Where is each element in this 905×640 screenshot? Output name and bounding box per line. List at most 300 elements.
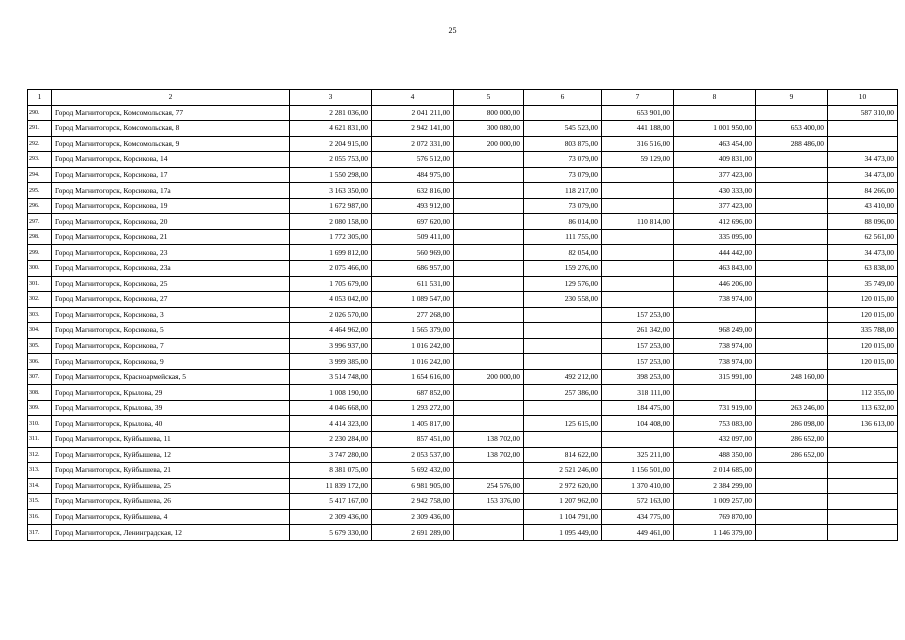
value-cell: 5 417 167,00 xyxy=(290,494,372,510)
row-number-cell: 309. xyxy=(28,400,52,416)
value-cell: 463 454,00 xyxy=(674,136,756,152)
value-cell: 611 531,00 xyxy=(372,276,454,292)
value-cell: 2 041 211,00 xyxy=(372,105,454,121)
address-cell: Город Магнитогорск, Корсикова, 5 xyxy=(52,323,290,339)
value-cell xyxy=(674,307,756,323)
value-cell xyxy=(828,121,898,137)
value-cell: 492 212,00 xyxy=(524,369,602,385)
value-cell: 157 253,00 xyxy=(602,354,674,370)
value-cell: 3 747 280,00 xyxy=(290,447,372,463)
row-number-cell: 298. xyxy=(28,229,52,245)
value-cell xyxy=(602,245,674,261)
address-cell: Город Магнитогорск, Куйбышева, 11 xyxy=(52,432,290,448)
value-cell xyxy=(828,432,898,448)
column-header: 10 xyxy=(828,90,898,106)
value-cell: 430 333,00 xyxy=(674,183,756,199)
row-number-cell: 295. xyxy=(28,183,52,199)
value-cell xyxy=(756,509,828,525)
value-cell: 814 622,00 xyxy=(524,447,602,463)
value-cell: 43 410,00 xyxy=(828,198,898,214)
value-cell xyxy=(602,229,674,245)
row-number-cell: 297. xyxy=(28,214,52,230)
value-cell: 248 160,00 xyxy=(756,369,828,385)
value-cell xyxy=(828,369,898,385)
value-cell xyxy=(524,105,602,121)
table-row xyxy=(28,478,898,494)
header-row xyxy=(28,90,898,106)
value-cell: 159 276,00 xyxy=(524,261,602,277)
address-cell: Город Магнитогорск, Корсикова, 3 xyxy=(52,307,290,323)
value-cell: 3 514 748,00 xyxy=(290,369,372,385)
value-cell xyxy=(828,478,898,494)
value-cell: 803 875,00 xyxy=(524,136,602,152)
value-cell xyxy=(454,323,524,339)
value-cell: 277 268,00 xyxy=(372,307,454,323)
value-cell xyxy=(454,183,524,199)
value-cell: 153 376,00 xyxy=(454,494,524,510)
value-cell: 1 001 950,00 xyxy=(674,121,756,137)
value-cell: 653 400,00 xyxy=(756,121,828,137)
value-cell: 2 055 753,00 xyxy=(290,152,372,168)
row-number-cell: 299. xyxy=(28,245,52,261)
value-cell: 1 370 410,00 xyxy=(602,478,674,494)
row-number-cell: 292. xyxy=(28,136,52,152)
value-cell: 2 072 331,00 xyxy=(372,136,454,152)
value-cell: 1 016 242,00 xyxy=(372,354,454,370)
value-cell: 2 309 436,00 xyxy=(372,509,454,525)
value-cell: 632 816,00 xyxy=(372,183,454,199)
table-row xyxy=(28,152,898,168)
value-cell xyxy=(756,152,828,168)
table-body xyxy=(28,105,898,540)
value-cell xyxy=(828,463,898,479)
table-row xyxy=(28,354,898,370)
value-cell xyxy=(524,307,602,323)
row-number-cell: 301. xyxy=(28,276,52,292)
value-cell: 587 310,00 xyxy=(828,105,898,121)
value-cell xyxy=(454,152,524,168)
value-cell: 738 974,00 xyxy=(674,354,756,370)
address-cell: Город Магнитогорск, Корсикова, 20 xyxy=(52,214,290,230)
table-row xyxy=(28,416,898,432)
value-cell: 110 814,00 xyxy=(602,214,674,230)
table-row xyxy=(28,292,898,308)
row-number-cell: 303. xyxy=(28,307,52,323)
value-cell: 409 831,00 xyxy=(674,152,756,168)
address-cell: Город Магнитогорск, Корсикова, 25 xyxy=(52,276,290,292)
value-cell: 1 550 298,00 xyxy=(290,167,372,183)
table-row xyxy=(28,338,898,354)
value-cell xyxy=(524,400,602,416)
value-cell xyxy=(454,525,524,541)
value-cell: 63 838,00 xyxy=(828,261,898,277)
value-cell xyxy=(602,292,674,308)
value-cell: 254 576,00 xyxy=(454,478,524,494)
value-cell: 157 253,00 xyxy=(602,338,674,354)
table-row xyxy=(28,323,898,339)
table-row xyxy=(28,463,898,479)
value-cell xyxy=(756,338,828,354)
value-cell xyxy=(756,198,828,214)
value-cell: 104 408,00 xyxy=(602,416,674,432)
value-cell: 1 672 987,00 xyxy=(290,198,372,214)
value-cell: 5 679 330,00 xyxy=(290,525,372,541)
value-cell: 1 699 812,00 xyxy=(290,245,372,261)
address-cell: Город Магнитогорск, Комсомольская, 77 xyxy=(52,105,290,121)
value-cell: 1 016 242,00 xyxy=(372,338,454,354)
value-cell xyxy=(454,198,524,214)
value-cell xyxy=(756,167,828,183)
value-cell xyxy=(454,307,524,323)
column-header: 3 xyxy=(290,90,372,106)
value-cell: 5 692 432,00 xyxy=(372,463,454,479)
value-cell: 257 386,00 xyxy=(524,385,602,401)
column-header: 8 xyxy=(674,90,756,106)
value-cell xyxy=(454,338,524,354)
value-cell: 6 981 905,00 xyxy=(372,478,454,494)
value-cell xyxy=(524,432,602,448)
address-cell: Город Магнитогорск, Корсикова, 17 xyxy=(52,167,290,183)
address-cell: Город Магнитогорск, Корсикова, 23 xyxy=(52,245,290,261)
value-cell: 731 919,00 xyxy=(674,400,756,416)
value-cell: 125 615,00 xyxy=(524,416,602,432)
value-cell xyxy=(756,105,828,121)
value-cell xyxy=(524,354,602,370)
address-cell: Город Магнитогорск, Куйбышева, 21 xyxy=(52,463,290,479)
column-header: 5 xyxy=(454,90,524,106)
column-header: 9 xyxy=(756,90,828,106)
table-row xyxy=(28,385,898,401)
value-cell: 412 696,00 xyxy=(674,214,756,230)
value-cell: 2 053 537,00 xyxy=(372,447,454,463)
row-number-cell: 307. xyxy=(28,369,52,385)
value-cell: 82 054,00 xyxy=(524,245,602,261)
value-cell xyxy=(454,167,524,183)
value-cell xyxy=(828,494,898,510)
value-cell: 315 991,00 xyxy=(674,369,756,385)
value-cell: 4 053 042,00 xyxy=(290,292,372,308)
value-cell: 2 691 289,00 xyxy=(372,525,454,541)
value-cell xyxy=(454,509,524,525)
value-cell: 11 839 172,00 xyxy=(290,478,372,494)
value-cell: 449 461,00 xyxy=(602,525,674,541)
address-cell: Город Магнитогорск, Крылова, 29 xyxy=(52,385,290,401)
value-cell: 300 080,00 xyxy=(454,121,524,137)
table-row xyxy=(28,245,898,261)
row-number-cell: 312. xyxy=(28,447,52,463)
value-cell: 560 969,00 xyxy=(372,245,454,261)
value-cell: 2 204 915,00 xyxy=(290,136,372,152)
value-cell: 753 083,00 xyxy=(674,416,756,432)
value-cell xyxy=(454,354,524,370)
address-cell: Город Магнитогорск, Куйбышева, 26 xyxy=(52,494,290,510)
value-cell xyxy=(828,136,898,152)
address-cell: Город Магнитогорск, Комсомольская, 8 xyxy=(52,121,290,137)
value-cell: 432 097,00 xyxy=(674,432,756,448)
row-number-cell: 291. xyxy=(28,121,52,137)
table-row xyxy=(28,261,898,277)
value-cell xyxy=(756,292,828,308)
value-cell xyxy=(756,276,828,292)
value-cell: 35 749,00 xyxy=(828,276,898,292)
column-header: 4 xyxy=(372,90,454,106)
value-cell: 488 350,00 xyxy=(674,447,756,463)
value-cell: 686 957,00 xyxy=(372,261,454,277)
table-row xyxy=(28,369,898,385)
value-cell: 968 249,00 xyxy=(674,323,756,339)
column-header: 2 xyxy=(52,90,290,106)
value-cell: 62 561,00 xyxy=(828,229,898,245)
value-cell: 2 521 246,00 xyxy=(524,463,602,479)
value-cell xyxy=(756,385,828,401)
value-cell: 4 464 962,00 xyxy=(290,323,372,339)
address-cell: Город Магнитогорск, Куйбышева, 4 xyxy=(52,509,290,525)
value-cell: 509 411,00 xyxy=(372,229,454,245)
value-cell: 1 009 257,00 xyxy=(674,494,756,510)
address-cell: Город Магнитогорск, Куйбышева, 12 xyxy=(52,447,290,463)
data-table xyxy=(27,89,898,541)
value-cell xyxy=(756,214,828,230)
value-cell: 59 129,00 xyxy=(602,152,674,168)
value-cell xyxy=(756,245,828,261)
value-cell: 84 266,00 xyxy=(828,183,898,199)
value-cell: 113 632,00 xyxy=(828,400,898,416)
value-cell: 118 217,00 xyxy=(524,183,602,199)
value-cell: 2 309 436,00 xyxy=(290,509,372,525)
value-cell xyxy=(756,525,828,541)
value-cell: 200 000,00 xyxy=(454,136,524,152)
value-cell xyxy=(602,432,674,448)
value-cell: 261 342,00 xyxy=(602,323,674,339)
value-cell: 4 046 668,00 xyxy=(290,400,372,416)
row-number-cell: 300. xyxy=(28,261,52,277)
value-cell: 800 000,00 xyxy=(454,105,524,121)
value-cell xyxy=(756,323,828,339)
value-cell xyxy=(454,416,524,432)
value-cell: 34 473,00 xyxy=(828,167,898,183)
value-cell: 441 188,00 xyxy=(602,121,674,137)
table-row xyxy=(28,229,898,245)
value-cell: 738 974,00 xyxy=(674,292,756,308)
value-cell: 434 775,00 xyxy=(602,509,674,525)
row-number-cell: 305. xyxy=(28,338,52,354)
address-cell: Город Магнитогорск, Комсомольская, 9 xyxy=(52,136,290,152)
value-cell: 687 852,00 xyxy=(372,385,454,401)
value-cell: 4 621 831,00 xyxy=(290,121,372,137)
address-cell: Город Магнитогорск, Куйбышева, 25 xyxy=(52,478,290,494)
value-cell xyxy=(524,338,602,354)
value-cell: 2 075 466,00 xyxy=(290,261,372,277)
value-cell: 34 473,00 xyxy=(828,152,898,168)
value-cell: 1 293 272,00 xyxy=(372,400,454,416)
value-cell: 286 652,00 xyxy=(756,447,828,463)
value-cell xyxy=(828,509,898,525)
row-number-cell: 308. xyxy=(28,385,52,401)
value-cell: 1 565 379,00 xyxy=(372,323,454,339)
value-cell: 286 652,00 xyxy=(756,432,828,448)
address-cell: Город Магнитогорск, Крылова, 39 xyxy=(52,400,290,416)
row-number-cell: 290. xyxy=(28,105,52,121)
value-cell xyxy=(454,261,524,277)
address-cell: Город Магнитогорск, Корсикова, 17а xyxy=(52,183,290,199)
value-cell: 8 381 075,00 xyxy=(290,463,372,479)
value-cell: 1 772 305,00 xyxy=(290,229,372,245)
table-row xyxy=(28,494,898,510)
address-cell: Город Магнитогорск, Красноармейская, 5 xyxy=(52,369,290,385)
value-cell: 230 558,00 xyxy=(524,292,602,308)
column-header: 6 xyxy=(524,90,602,106)
value-cell: 2 230 284,00 xyxy=(290,432,372,448)
value-cell: 73 079,00 xyxy=(524,198,602,214)
table-row xyxy=(28,432,898,448)
value-cell: 184 475,00 xyxy=(602,400,674,416)
row-number-cell: 294. xyxy=(28,167,52,183)
value-cell: 34 473,00 xyxy=(828,245,898,261)
address-cell: Город Магнитогорск, Корсикова, 21 xyxy=(52,229,290,245)
value-cell: 200 000,00 xyxy=(454,369,524,385)
table-row xyxy=(28,183,898,199)
value-cell: 335 788,00 xyxy=(828,323,898,339)
value-cell: 88 096,00 xyxy=(828,214,898,230)
value-cell: 1 104 791,00 xyxy=(524,509,602,525)
row-number-cell: 314. xyxy=(28,478,52,494)
value-cell: 1 705 679,00 xyxy=(290,276,372,292)
value-cell xyxy=(602,261,674,277)
value-cell: 120 015,00 xyxy=(828,307,898,323)
row-number-cell: 293. xyxy=(28,152,52,168)
value-cell: 1 089 547,00 xyxy=(372,292,454,308)
value-cell: 86 014,00 xyxy=(524,214,602,230)
value-cell: 769 870,00 xyxy=(674,509,756,525)
address-cell: Город Магнитогорск, Корсикова, 27 xyxy=(52,292,290,308)
value-cell xyxy=(602,276,674,292)
row-number-cell: 302. xyxy=(28,292,52,308)
value-cell: 545 523,00 xyxy=(524,121,602,137)
value-cell: 398 253,00 xyxy=(602,369,674,385)
table-row xyxy=(28,214,898,230)
value-cell: 738 974,00 xyxy=(674,338,756,354)
table-row xyxy=(28,509,898,525)
value-cell: 286 098,00 xyxy=(756,416,828,432)
value-cell xyxy=(828,447,898,463)
value-cell xyxy=(454,214,524,230)
address-cell: Город Магнитогорск, Корсикова, 23а xyxy=(52,261,290,277)
row-number-cell: 317. xyxy=(28,525,52,541)
value-cell xyxy=(756,307,828,323)
row-number-cell: 316. xyxy=(28,509,52,525)
value-cell: 1 207 962,00 xyxy=(524,494,602,510)
value-cell: 2 281 036,00 xyxy=(290,105,372,121)
table-row xyxy=(28,121,898,137)
value-cell: 1 146 379,00 xyxy=(674,525,756,541)
column-header: 1 xyxy=(28,90,52,106)
value-cell: 2 014 685,00 xyxy=(674,463,756,479)
value-cell xyxy=(454,463,524,479)
value-cell: 325 211,00 xyxy=(602,447,674,463)
value-cell: 3 996 937,00 xyxy=(290,338,372,354)
value-cell: 484 975,00 xyxy=(372,167,454,183)
value-cell: 697 620,00 xyxy=(372,214,454,230)
row-number-cell: 310. xyxy=(28,416,52,432)
value-cell xyxy=(454,276,524,292)
value-cell xyxy=(454,229,524,245)
value-cell: 1 095 449,00 xyxy=(524,525,602,541)
value-cell: 2 080 158,00 xyxy=(290,214,372,230)
value-cell: 112 355,00 xyxy=(828,385,898,401)
value-cell: 316 516,00 xyxy=(602,136,674,152)
value-cell: 4 414 323,00 xyxy=(290,416,372,432)
value-cell xyxy=(756,229,828,245)
value-cell xyxy=(454,385,524,401)
value-cell: 1 008 190,00 xyxy=(290,385,372,401)
row-number-cell: 315. xyxy=(28,494,52,510)
value-cell xyxy=(756,478,828,494)
value-cell xyxy=(674,385,756,401)
value-cell: 3 999 385,00 xyxy=(290,354,372,370)
value-cell xyxy=(524,323,602,339)
value-cell: 2 972 620,00 xyxy=(524,478,602,494)
value-cell: 493 912,00 xyxy=(372,198,454,214)
value-cell: 73 079,00 xyxy=(524,152,602,168)
table-row xyxy=(28,276,898,292)
value-cell: 572 163,00 xyxy=(602,494,674,510)
table-row xyxy=(28,307,898,323)
address-cell: Город Магнитогорск, Корсикова, 14 xyxy=(52,152,290,168)
address-cell: Город Магнитогорск, Ленинградская, 12 xyxy=(52,525,290,541)
row-number-cell: 306. xyxy=(28,354,52,370)
column-header: 7 xyxy=(602,90,674,106)
value-cell xyxy=(828,525,898,541)
value-cell: 446 206,00 xyxy=(674,276,756,292)
value-cell: 120 015,00 xyxy=(828,354,898,370)
value-cell: 111 755,00 xyxy=(524,229,602,245)
address-cell: Город Магнитогорск, Корсикова, 9 xyxy=(52,354,290,370)
value-cell: 138 702,00 xyxy=(454,447,524,463)
table-row xyxy=(28,198,898,214)
address-cell: Город Магнитогорск, Корсикова, 7 xyxy=(52,338,290,354)
value-cell: 1 156 501,00 xyxy=(602,463,674,479)
table-row xyxy=(28,167,898,183)
value-cell xyxy=(602,198,674,214)
value-cell xyxy=(454,400,524,416)
value-cell: 157 253,00 xyxy=(602,307,674,323)
value-cell xyxy=(756,183,828,199)
value-cell: 138 702,00 xyxy=(454,432,524,448)
value-cell xyxy=(454,245,524,261)
value-cell: 2 942 758,00 xyxy=(372,494,454,510)
value-cell: 576 512,00 xyxy=(372,152,454,168)
value-cell: 3 163 350,00 xyxy=(290,183,372,199)
row-number-cell: 313. xyxy=(28,463,52,479)
value-cell: 129 576,00 xyxy=(524,276,602,292)
value-cell: 2 384 299,00 xyxy=(674,478,756,494)
value-cell: 463 843,00 xyxy=(674,261,756,277)
table-row xyxy=(28,525,898,541)
table-header xyxy=(28,90,898,106)
address-cell: Город Магнитогорск, Корсикова, 19 xyxy=(52,198,290,214)
value-cell: 335 095,00 xyxy=(674,229,756,245)
value-cell: 377 423,00 xyxy=(674,167,756,183)
value-cell xyxy=(756,494,828,510)
value-cell: 653 901,00 xyxy=(602,105,674,121)
value-cell: 444 442,00 xyxy=(674,245,756,261)
row-number-cell: 296. xyxy=(28,198,52,214)
value-cell xyxy=(602,167,674,183)
value-cell: 120 015,00 xyxy=(828,292,898,308)
value-cell: 377 423,00 xyxy=(674,198,756,214)
value-cell: 136 613,00 xyxy=(828,416,898,432)
value-cell: 73 079,00 xyxy=(524,167,602,183)
